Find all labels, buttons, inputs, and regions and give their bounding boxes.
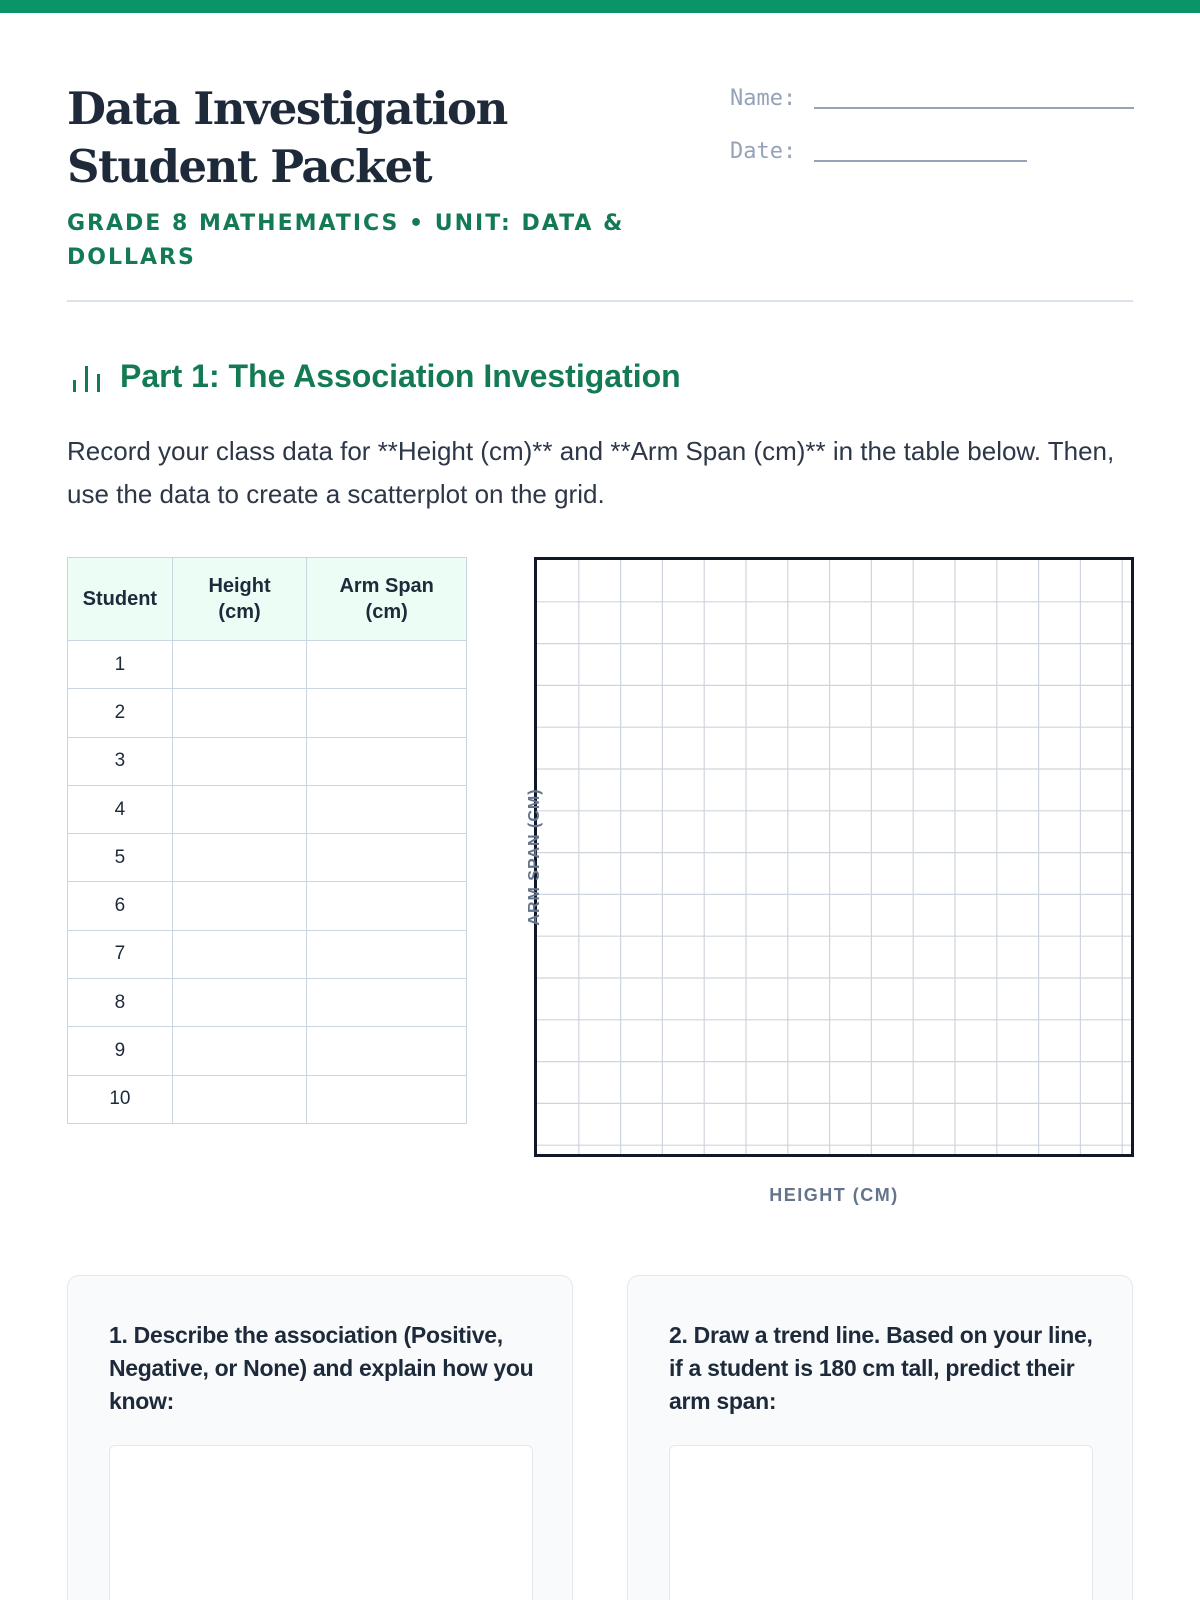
height-cell[interactable] <box>172 979 307 1027</box>
table-row <box>68 1075 467 1123</box>
grid-lines <box>537 560 1131 1154</box>
student-number: 10 <box>68 1075 173 1123</box>
col-header-height <box>172 558 307 641</box>
arm-span-cell[interactable] <box>307 930 467 978</box>
question-card-1 <box>67 1275 573 1600</box>
table-header-row <box>68 558 467 641</box>
part1-title: Part 1: The Association Investigation <box>120 358 681 394</box>
student-number: 5 <box>68 834 173 882</box>
table-row <box>68 737 467 785</box>
top-accent-bar <box>0 0 1200 13</box>
student-number: 3 <box>68 737 173 785</box>
question-2-answer-box[interactable] <box>669 1445 1093 1600</box>
student-number: 2 <box>68 689 173 737</box>
name-line[interactable] <box>814 107 1134 109</box>
student-number: 1 <box>68 641 173 689</box>
table-row <box>68 979 467 1027</box>
date-line[interactable] <box>814 160 1027 162</box>
arm-span-cell[interactable] <box>307 1027 467 1075</box>
table-row <box>68 834 467 882</box>
date-field[interactable] <box>730 139 1027 164</box>
question-1-text: 1. Describe the association (Positive, Negative, or None) and explain how you know: <box>109 1322 534 1414</box>
question-2-text: 2. Draw a trend line. Based on your line, if a student is 180 cm tall, predict their arm span: <box>669 1322 1093 1414</box>
question-card-2 <box>627 1275 1133 1600</box>
table-row <box>68 641 467 689</box>
name-label: Name: <box>730 86 797 111</box>
part1-instructions: Record your class data for **Height (cm)** and **Arm Span (cm)** in the table below. Then, use the data to create a scatterplot on the grid. <box>67 436 1115 509</box>
table-row <box>68 882 467 930</box>
y-axis-label: ARM SPAN (CM) <box>526 788 543 926</box>
page-subtitle: GRADE 8 MATHEMATICS • UNIT: DATA & DOLLARS <box>67 211 625 270</box>
bar-chart-icon <box>70 360 104 394</box>
student-number: 4 <box>68 785 173 833</box>
header-divider <box>67 300 1133 302</box>
height-cell[interactable] <box>172 1075 307 1123</box>
question-1-answer-box[interactable] <box>109 1445 533 1600</box>
data-table <box>67 557 467 1124</box>
arm-span-cell[interactable] <box>307 785 467 833</box>
table-row <box>68 930 467 978</box>
scatterplot-grid[interactable] <box>534 557 1134 1157</box>
height-cell[interactable] <box>172 641 307 689</box>
height-cell[interactable] <box>172 785 307 833</box>
col-header-arm-span <box>307 558 467 641</box>
height-cell[interactable] <box>172 930 307 978</box>
height-cell[interactable] <box>172 882 307 930</box>
date-label: Date: <box>730 139 797 164</box>
col-header-height-text: Height (cm) <box>208 575 271 623</box>
arm-span-cell[interactable] <box>307 641 467 689</box>
arm-span-cell[interactable] <box>307 689 467 737</box>
height-cell[interactable] <box>172 737 307 785</box>
arm-span-cell[interactable] <box>307 834 467 882</box>
arm-span-cell[interactable] <box>307 882 467 930</box>
height-cell[interactable] <box>172 689 307 737</box>
table-row <box>68 1027 467 1075</box>
height-cell[interactable] <box>172 834 307 882</box>
student-number: 7 <box>68 930 173 978</box>
arm-span-cell[interactable] <box>307 1075 467 1123</box>
height-cell[interactable] <box>172 1027 307 1075</box>
part1-heading <box>70 358 681 395</box>
x-axis-label: HEIGHT (CM) <box>769 1185 899 1205</box>
col-header-arm-span-text: Arm Span (cm) <box>339 575 434 623</box>
col-header-student: Student <box>68 558 173 641</box>
name-field[interactable] <box>730 86 1134 111</box>
table-row <box>68 785 467 833</box>
student-number: 8 <box>68 979 173 1027</box>
table-row <box>68 689 467 737</box>
arm-span-cell[interactable] <box>307 979 467 1027</box>
student-number: 6 <box>68 882 173 930</box>
student-number: 9 <box>68 1027 173 1075</box>
arm-span-cell[interactable] <box>307 737 467 785</box>
page-title: Data Investigation Student Packet <box>67 82 507 193</box>
